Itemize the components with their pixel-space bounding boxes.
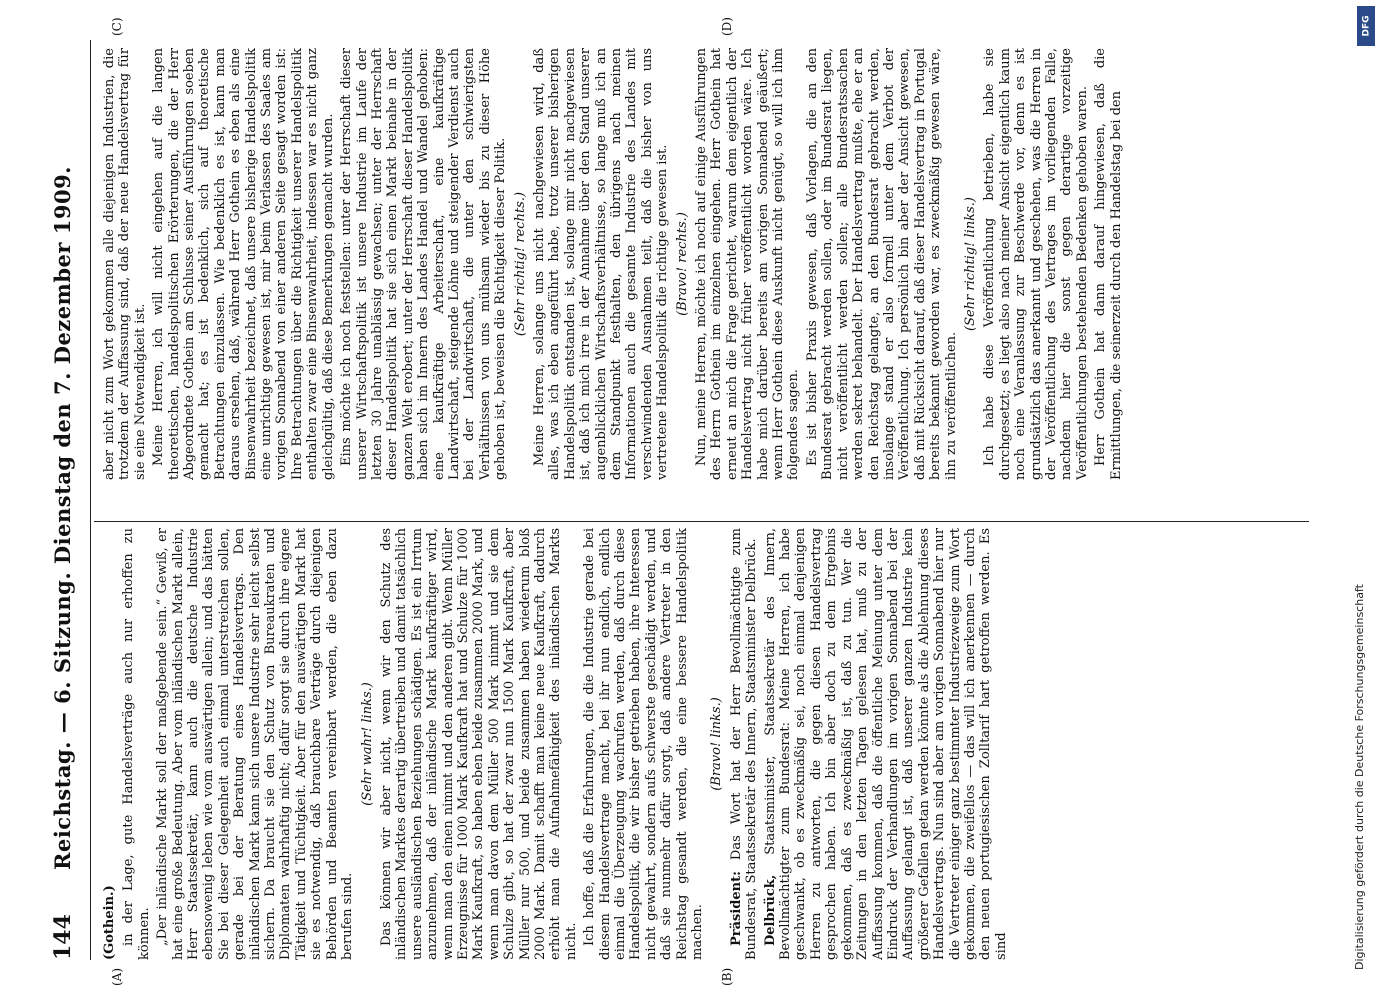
- running-title: Reichstag. — 6. Sitzung. Dienstag den 7. Dezember 1909.: [50, 166, 75, 870]
- document-page: [30, 0, 1330, 1000]
- audience-reaction: (Sehr wahr! links.): [359, 682, 375, 806]
- paragraph: Herr Gothein hat dann darauf hingewiesen, daß die Ermittlungen, die seinerzeit durch den Handelstag bei den: [1093, 48, 1124, 480]
- audience-reaction: (Sehr richtig! links.): [962, 197, 978, 331]
- paragraph: Ich habe diese Veröffentlichung betrieben, habe sie durchgesetzt; es liegt also nach meiner Ansicht eigentlich kaum noch eine Veranlassung zur Beschwerde vor, denn es ist grundsätzlich das anerkannt und geschehen, was die Herren in der Veröffentlichung des Vertrages im vorliegenden Falle, nachdem hier die sonst gegen derartige vorzeitige Veröffentlichungen bestehenden Bedenken gehoben waren.: [982, 48, 1090, 480]
- paragraph: Es ist bisher Praxis gewesen, daß Vorlagen, die an den Bundesrat gebracht werden sollen, oder im Bundesrat liegen, nicht veröffentlicht werden sollen; alle Bundesratssachen werden sekret behandelt. Der Handelsvertrag mußte, ehe er an den Reichstag gelangte, an den Bundesrat gebracht werden, insolange stand er also formell unter dem Verbot der Veröffentlichung. Ich persönlich bin aber der Ansicht gewesen, daß mit Rücksicht darauf, daß dieser Handelsvertrag in Portugal bereits bekannt geworden war, es zweckmäßig gewesen wäre, ihn zu veröffentlichen.: [804, 48, 959, 480]
- dfg-logo-text: DFG: [1361, 15, 1372, 37]
- page-header: [42, 40, 82, 960]
- header-rule: [90, 40, 91, 960]
- speaker-text: Staatsminister, Staatssekretär des Innern, Bevollmächtigter zum Bundesrat: Meine Herren, ich habe geschwankt, ob es zweckmäßig sei, noch einmal denjenigen Herren zu antworten, die gegen diesen Handelsvertrag gesprochen haben. Ich bin aber doch zu dem Ergebnis gekommen, daß es zweckmäßig ist, daß zu tun. Wer die Zeitungen in den letzten Tagen gelesen hat, muß zu der Auffassung kommen, daß die öffentliche Meinung unter dem Eindruck der Verhandlungen im vorigen Sonnabend bei der Auffassung gelangt ist, daß unserer ganzen Industrie kein größerer Gefallen getan werden könnte als die Ablehnung dieses Handelsvertrags. Nun sind aber am vorigen Sonnabend hier nur die Vertreter einiger ganz bestimmter Industriezweige zum Wort gekommen, die zweifellos — das will ich anerkennen — durch den neuen portugiesischen Zolltarif hart getroffen werden. Es sind: [762, 528, 1009, 960]
- digitization-credit: [1353, 30, 1377, 970]
- paragraph: in der Lage, gute Handelsverträge auch nur erhoffen zu können.: [121, 528, 152, 960]
- paragraph: Nun, meine Herren, möchte ich noch auf einige Ausführungen des Herrn Gothein im einzelnen eingehen. Herr Gothein hat erneut an mich die Frage gerichtet, warum dem eigentlich der Handelsvertrag nicht früher veröffentlicht worden wäre. Ich habe mich darüber bereits am vorigen Sonnabend geäußert; wenn Herr Gothein diese Auskunft nicht genügt, so will ich ihm folgendes sagen.: [694, 48, 802, 480]
- left-column: [102, 528, 1307, 960]
- paragraph: aber nicht zum Wort gekommen alle diejenigen Industrien, die trotzdem der Auffassung sind, daß der neue Handelsvertrag für sie eine Notwendigkeit ist.: [102, 48, 148, 480]
- credit-text: Digitalisierung gefördert durch die Deutsche Forschungsgemeinschaft: [1353, 584, 1366, 970]
- speaker-paragraph: [729, 528, 760, 960]
- page-number: 144: [50, 914, 76, 960]
- audience-reaction: (Bravo! links.): [709, 697, 725, 791]
- paragraph: Meine Herren, ich will nicht eingehen auf die langen theoretischen, handelspolitischen Erörterungen, die der Herr Abgeordnete Gothein am Schlusse seiner Ausführungen soeben gemacht hat; es ist bedenklich, sich auf theoretische Betrachtungen einzulassen. Wie bedenklich es ist, kann man daraus ersehen, daß, während Herr Gothein es eben als eine Binsenwahrheit bezeichnet, daß unsere bisherige Handelspolitik eine unrichtige gewesen ist, mir beim Verlassen des Saales am vorigen Sonnabend von einer anderen Seite gesagt worden ist: Ihre Betrachtungen über die Richtigkeit unserer Handelspolitik enthalten zwar eine Binsenwahrheit, indessen war es nicht ganz gleichgültig, daß diese Bemerkungen gemacht wurden.: [151, 48, 336, 480]
- margin-mark-c: (C): [110, 17, 124, 36]
- speaker-note: (Gothein.): [102, 885, 117, 960]
- paragraph: Meine Herren, solange uns nicht nachgewiesen wird, daß alles, was ich eben angeführt habe, trotz unserer bisherigen Handelspolitik entstanden ist, solange mir nicht nachgewiesen ist, daß ich mich irre in der Annahme über den Stand unserer augenblicklichen Wirtschaftsverhältnisse, so lange muß ich an dem Standpunkt festhalten, den übrigens nach meinen Informationen auch die gesamte Industrie des Landes mit verschwindenden Ausnahmen teilt, daß die bisher von uns vertretene Handelspolitik die richtige gewesen ist.: [531, 48, 671, 480]
- margin-mark-b: (B): [720, 967, 734, 986]
- speaker-text: Das Wort hat der Herr Bevollmächtigte zum Bundesrat, Staatssekretär des Innern, Staatsminister Delbrück.: [728, 528, 760, 960]
- speaker-paragraph: [763, 528, 1010, 960]
- column-divider: [94, 521, 1309, 522]
- margin-mark-d: (D): [720, 17, 734, 36]
- paragraph: Ich hoffe, daß die Erfahrungen, die die Industrie gerade bei diesem Handelsvertrage macht, bei ihr nun endlich, endlich einmal die Überzeugung wachrufen werden, daß durch diese Handelspolitik, die wir bisher getrieben haben, ihre Interessen nicht gewahrt, sondern aufs schwerste geschädigt werden, und daß sie nunmehr dafür sorgt, daß andere Vertreter in den Reichstag gesandt werden, die eine bessere Handelspolitik machen.: [582, 528, 706, 960]
- paragraph: „Der inländische Markt soll der maßgebende sein.“ Gewiß, er hat eine große Bedeutung. Aber vom inländischen Markt allein, Herr Staatssekretär, kann auch die deutsche Industrie ebensowenig leben wie vom auswärtigen allein; und das hätten Sie bei dieser Gelegenheit auch einmal unterstreichen sollen, gerade bei der Beratung eines Handelsvertrags. Den inländischen Markt kann sich unsere Industrie sehr leicht selbst sichern. Da braucht sie den Schutz von Bureaukraten und Diplomaten wahrhaftig nicht; dafür sorgt sie durch ihre eigene Tätigkeit und Tüchtigkeit. Aber für den auswärtigen Markt hat sie es notwendig, daß brauchbare Verträge durch diejenigen Behörden und Beamten vereinbart werden, die eben dazu berufen sind.: [155, 528, 356, 960]
- right-column: [102, 48, 1307, 480]
- paragraph: Eins möchte ich noch feststellen: unter der Herrschaft dieser unserer Wirtschaftspolitik ist unsere Industrie im Laufe der letzten 30 Jahre unablässig gewachsen; unter der Herrschaft dieser Handelspolitik hat sie sich einen Markt beinahe in der ganzen Welt erobert; unter der Herrschaft dieser Handelspolitik haben sich im Innern des Landes Handel und Wandel gehoben: eine kaufkräftige Arbeiterschaft, eine kaufkräftige Landwirtschaft, steigende Löhne und steigender Verdienst auch bei der Landwirtschaft, die unter den schwierigsten Verhältnissen von uns mühsam wieder bis zu dieser Höhe gehoben ist, beweisen die Richtigkeit dieser Politik.: [339, 48, 509, 480]
- margin-mark-a: (A): [110, 967, 124, 986]
- speaker-label: Präsident:: [728, 871, 744, 946]
- audience-reaction: (Sehr richtig! rechts.): [512, 191, 528, 337]
- speaker-label: Delbrück,: [762, 874, 778, 946]
- paragraph: Das können wir aber nicht, wenn wir den Schutz des inländischen Marktes derartig übertreiben und damit tatsächlich unsere ausländischen Beziehungen schädigen. Es ist ein Irrtum anzunehmen, daß der inländische Markt kaufkräftiger wird, wenn man den einen nimmt und den anderen gibt. Wenn Müller Erzeugnisse für 1000 Mark Kaufkraft hat und Schulze für 1000 Mark Kaufkraft, so haben eben beide zusammen 2000 Mark, und wenn man davon dem Müller 500 Mark nimmt und sie dem Schulze gibt, so hat der zwar nun 1500 Mark Kaufkraft, aber Müller nur 500, und beide zusammen haben wiederum bloß 2000 Mark. Damit schafft man keine neue Kaufkraft, dadurch erhöht man die Aufnahmefähigkeit des inländischen Markts nicht.: [378, 528, 579, 960]
- audience-reaction: (Bravo! rechts.): [674, 212, 690, 316]
